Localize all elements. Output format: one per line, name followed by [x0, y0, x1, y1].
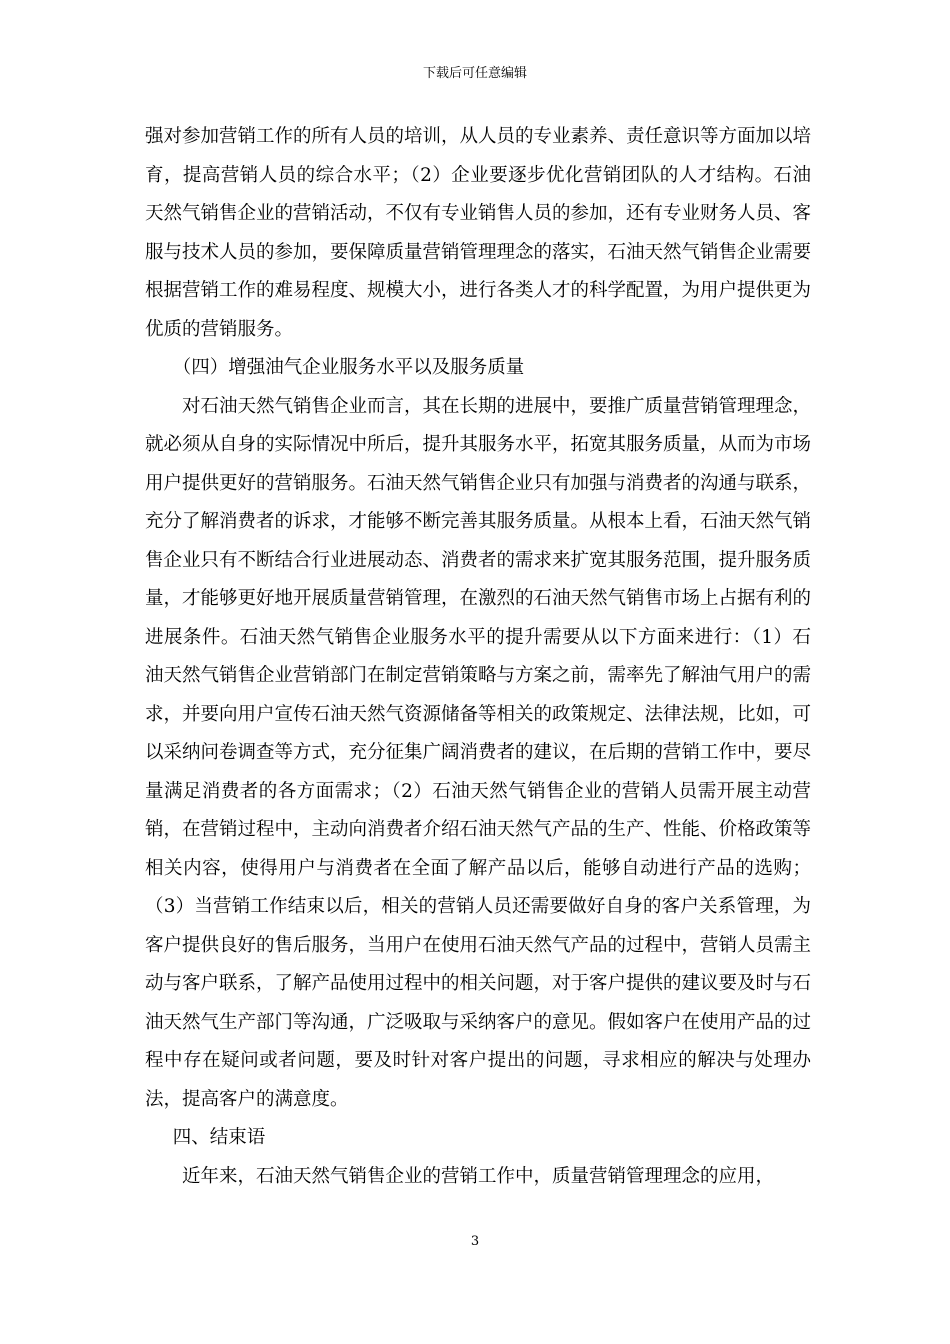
- section-heading: 四、结束语: [172, 1127, 266, 1148]
- body-paragraph: 对石油天然气销售企业而言，其在长期的进展中，要推广质量营销管理理念，就必须从自身的实际情况中所后，提升其服务水平，拓宽其服务质量，从而为市场用户提供更好的营销服务。石油天然气销售企业只有加强与消费者的沟通与联系，充分了解消费者的诉求，才能够不断完善其服务质量。从根本上看，石油天然气销售企业只有不断结合行业进展动态、消费者的需求来扩宽其服务范围，提升服务质量，才能够更好地开展质量营销管理，在激烈的石油天然气销售市场上占据有利的进展条件。石油天然气销售企业服务水平的提升需要从以下方面来进行：（1）石油天然气销售企业营销部门在制定营销策略与方案之前，需率先了解油气用户的需求，并要向用户宣传石油天然气资源储备等相关的政策规定、法律法规，比如，可以采纳问卷调查等方式，充分征集广阔消费者的建议，在后期的营销工作中，要尽量满足消费者的各方面需求；（2）石油天然气销售企业的营销人员需开展主动营销，在营销过程中，主动向消费者介绍石油天然气产品的生产、性能、价格政策等相关内容，使得用户与消费者在全面了解产品以后，能够自动进行产品的选购；（3）当营销工作结束以后，相关的营销人员还需要做好自身的客户关系管理，为客户提供良好的售后服务，当用户在使用石油天然气产品的过程中，营销人员需主动与客户联系，了解产品使用过程中的相关问题，对于客户提供的建议要及时与石油天然气生产部门等沟通，广泛吸取与采纳客户的意见。假如客户在使用产品的过程中存在疑问或者问题，要及时针对客户提出的问题，寻求相应的解决与处理办法，提高客户的满意度。: [145, 395, 812, 1110]
- page-header: 下载后可任意编辑: [422, 66, 527, 81]
- document-body: [145, 118, 811, 1196]
- page-number: 3: [470, 1234, 480, 1249]
- body-paragraph: 近年来，石油天然气销售企业的营销工作中，质量营销管理理念的应用，: [182, 1165, 775, 1187]
- body-paragraph: 强对参加营销工作的所有人员的培训，从人员的专业素养、责任意识等方面加以培育，提高营销人员的综合水平；（2）企业要逐步优化营销团队的人才结构。石油天然气销售企业的营销活动，不仅有专业销售人员的参加，还有专业财务人员、客服与技术人员的参加，要保障质量营销管理理念的落实，石油天然气销售企业需要根据营销工作的难易程度、规模大小，进行各类人才的科学配置，为用户提供更为优质的营销服务。: [145, 126, 812, 340]
- section-heading: （四）增强油气企业服务水平以及服务质量: [172, 357, 525, 378]
